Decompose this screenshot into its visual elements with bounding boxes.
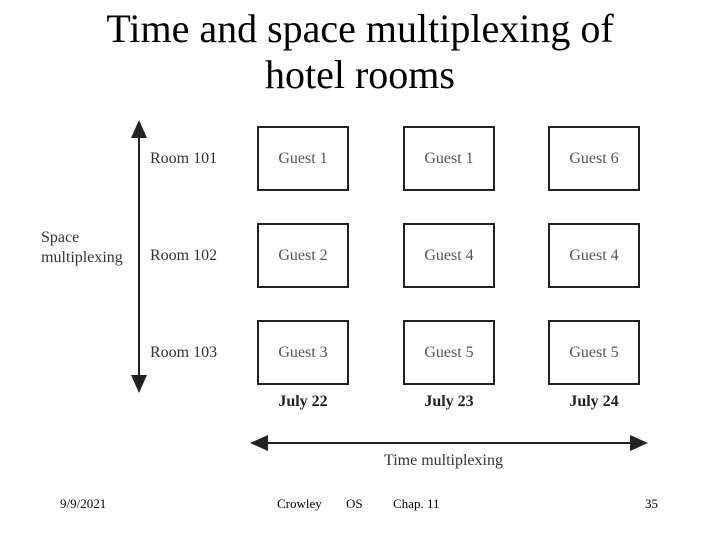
cell-room102-july22: Guest 2 — [257, 223, 349, 288]
date-label-july22: July 22 — [278, 393, 328, 410]
cell-room102-july23: Guest 4 — [403, 223, 495, 288]
cell-room101-july23: Guest 1 — [403, 126, 495, 191]
room-label-103: Room 103 — [150, 344, 218, 361]
time-multiplexing-label: Time multiplexing — [384, 452, 503, 469]
title-line-1: Time and space multiplexing of — [106, 6, 614, 51]
room-label-101: Room 101 — [150, 150, 218, 167]
cell-room103-july22: Guest 3 — [257, 320, 349, 385]
footer-date: 9/9/2021 — [60, 496, 107, 511]
cell-room101-july24: Guest 6 — [548, 126, 640, 191]
cell-room101-july22: Guest 1 — [257, 126, 349, 191]
date-label-july24: July 24 — [569, 393, 619, 410]
cell-room102-july24: Guest 4 — [548, 223, 640, 288]
space-multiplexing-label: Space multiplexing — [41, 229, 123, 266]
cell-room103-july24: Guest 5 — [548, 320, 640, 385]
footer-chapter: Chap. 11 — [393, 496, 440, 511]
footer-course: OS — [346, 496, 363, 511]
cell-room103-july23: Guest 5 — [403, 320, 495, 385]
date-label-july23: July 23 — [424, 393, 474, 410]
title-line-2: hotel rooms — [265, 52, 455, 97]
footer-author: Crowley — [277, 496, 322, 511]
room-label-102: Room 102 — [150, 247, 218, 264]
footer-page-number: 35 — [645, 496, 658, 511]
